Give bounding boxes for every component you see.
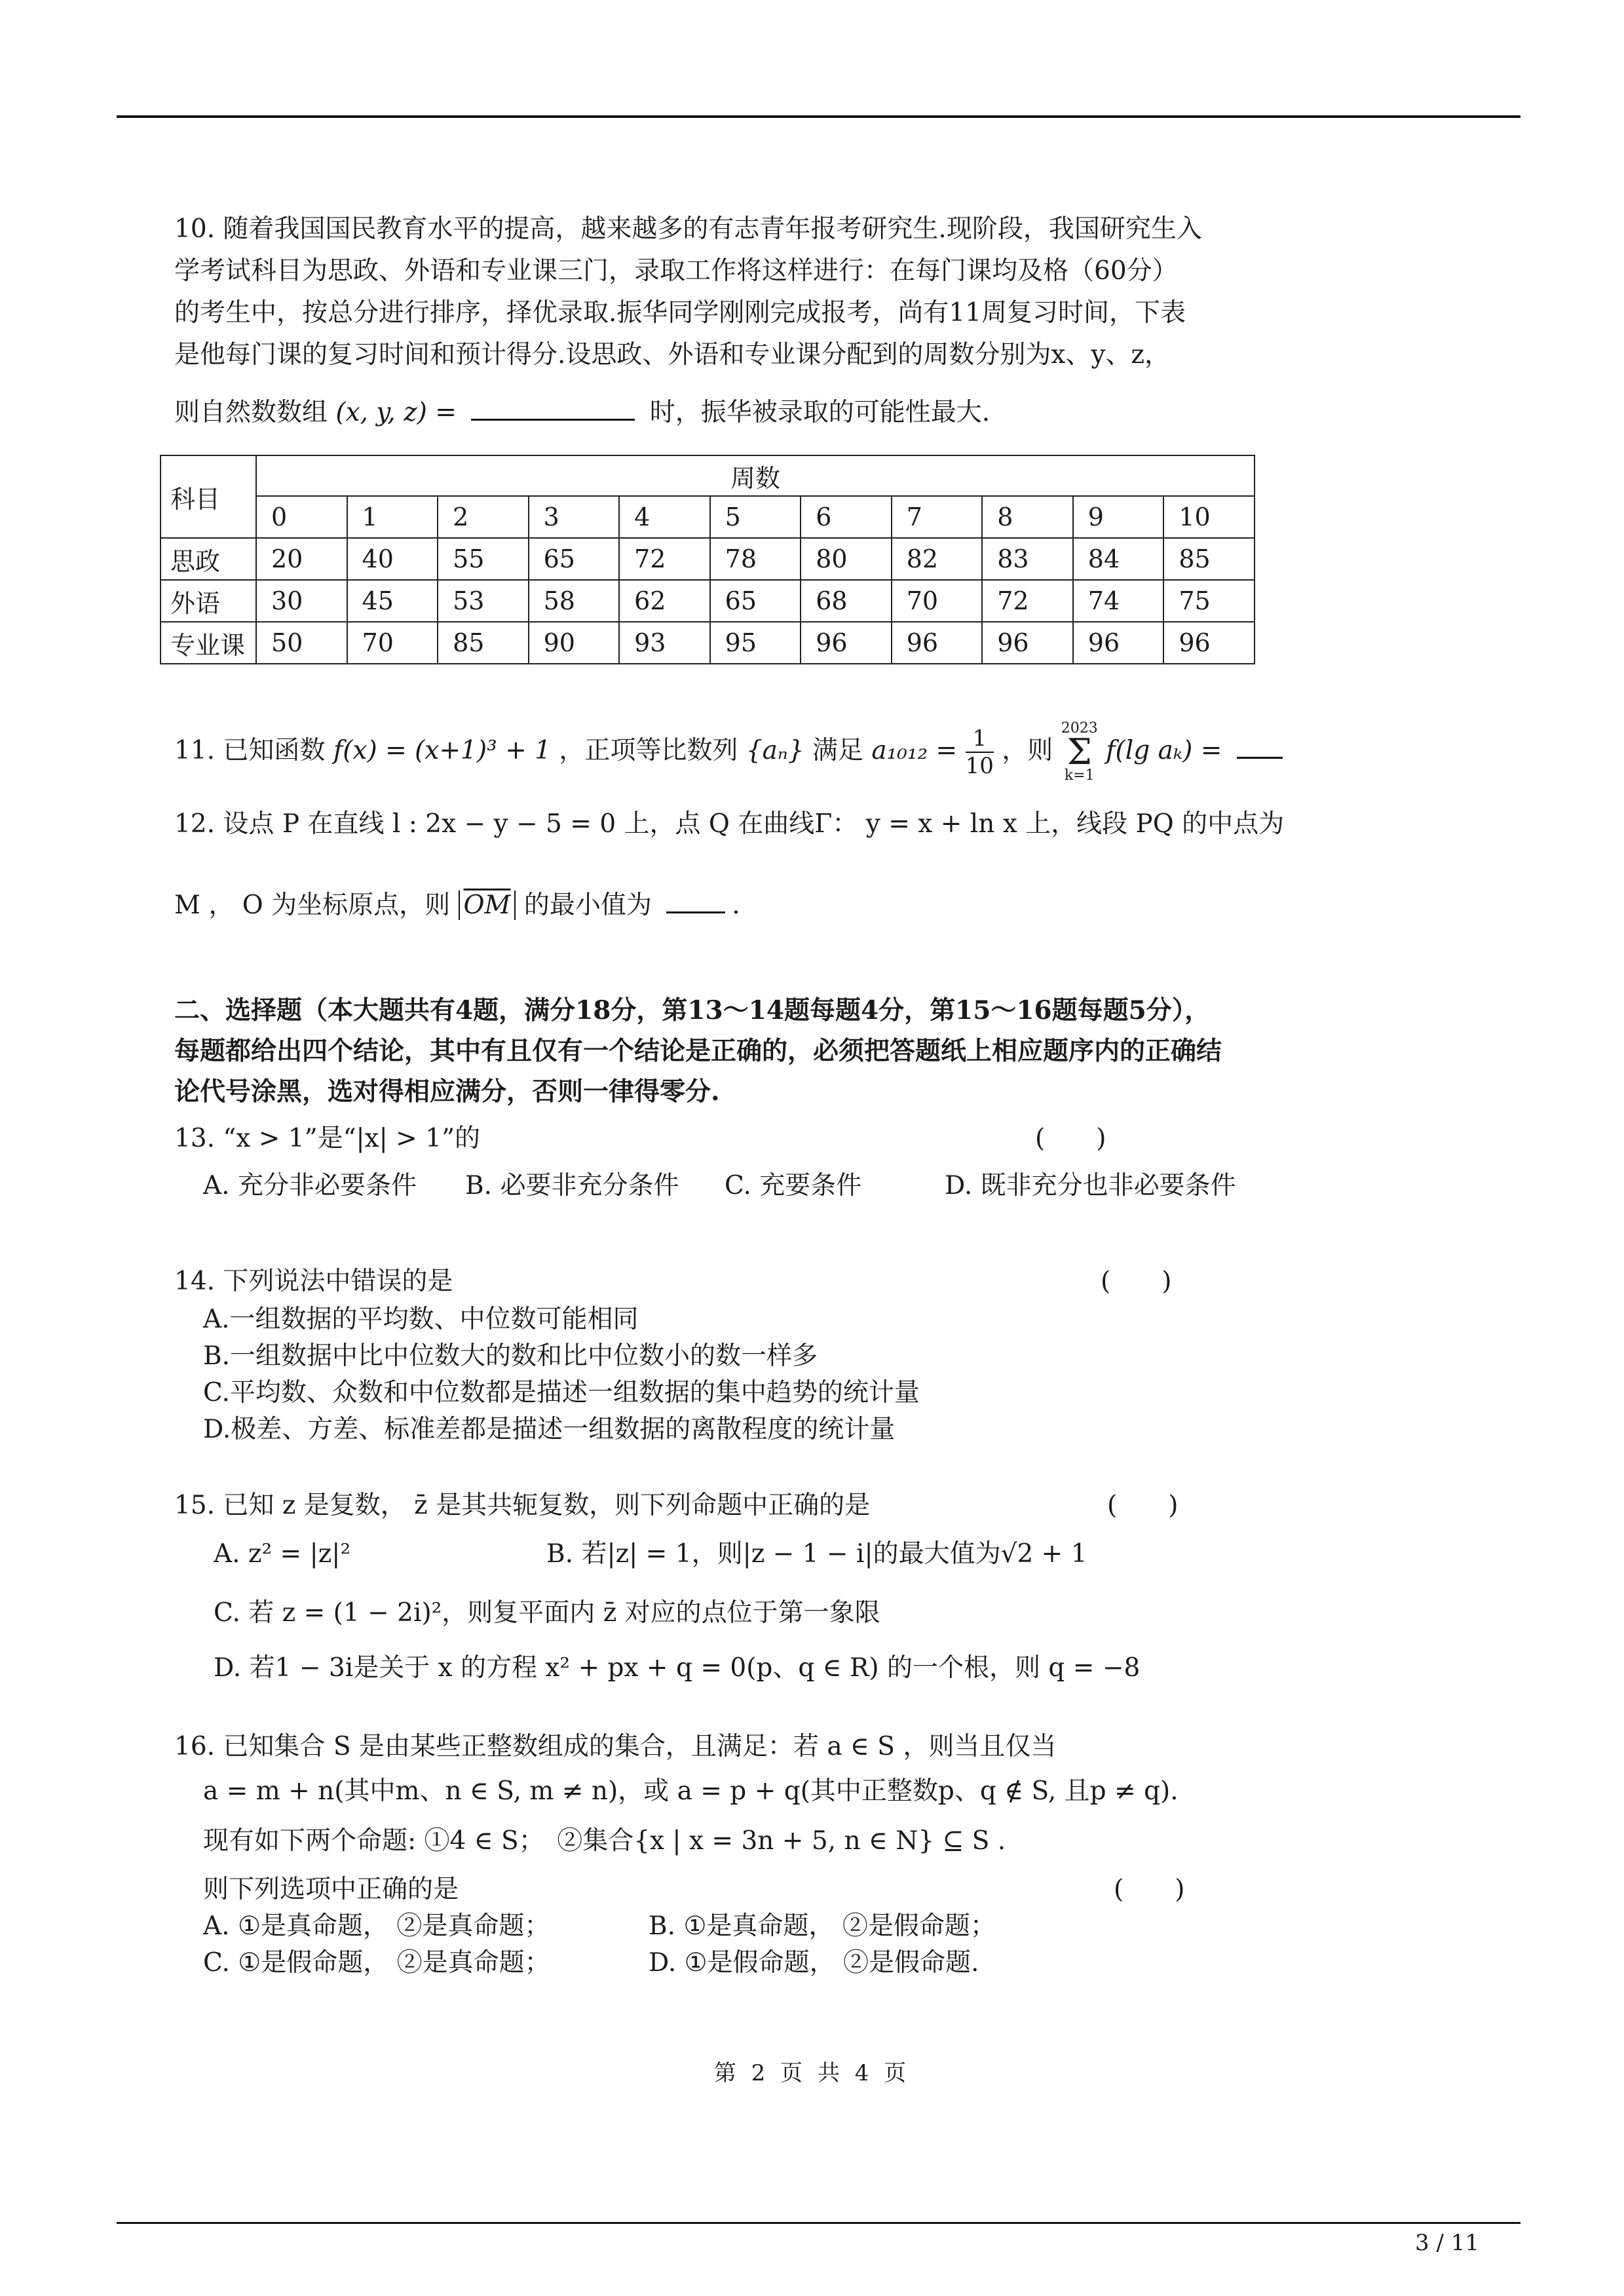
table-row — [161, 622, 1255, 664]
subject-cell: 专业课 — [161, 622, 256, 664]
top-rule — [117, 115, 1520, 118]
week-cell: 7 — [892, 496, 983, 538]
table-row — [161, 538, 1255, 580]
score-cell: 62 — [619, 580, 710, 622]
score-cell: 83 — [982, 538, 1073, 580]
week-cell: 4 — [619, 496, 710, 538]
q16-line-2: a = m + n(其中m、n ∈ S, m ≠ n)，或 a = p + q(其中正整数p、q ∉ S, 且p ≠ q). — [203, 1776, 1179, 1806]
score-cell: 96 — [892, 622, 983, 664]
q11-mid2: 满足 — [812, 736, 863, 765]
week-cell: 1 — [347, 496, 438, 538]
q12-vector: $\overline{OM}$ — [463, 890, 511, 920]
q16-option-b[interactable]: B. ①是真命题， ②是假命题； — [649, 1911, 996, 1941]
q12-answer-blank[interactable] — [666, 892, 725, 913]
q16-line-4: 则下列选项中正确的是 — [203, 1875, 459, 1904]
q12-line-2 — [174, 889, 740, 923]
q12-line-1: 12. 设点 P 在直线 l : 2x − y − 5 = 0 上，点 Q 在曲线Γ： y = x + ln x 上，线段 PQ 的中点为 — [174, 809, 1285, 839]
subject-header: 科目 — [161, 455, 256, 538]
section2-line-1: 二、选择题（本大题共有4题，满分18分，第13～14题每题4分，第15～16题每题5分）， — [174, 995, 1211, 1025]
q16-line-1: 16. 已知集合 S 是由某些正整数组成的集合，且满足：若 a ∈ S ，则当且仅当 — [174, 1732, 1057, 1761]
score-cell: 96 — [1163, 622, 1255, 664]
q16-option-a[interactable]: A. ①是真命题， ②是真命题； — [203, 1911, 550, 1941]
score-cell: 70 — [892, 580, 983, 622]
score-cell: 65 — [529, 538, 620, 580]
bottom-rule — [117, 2222, 1520, 2224]
score-cell: 82 — [892, 538, 983, 580]
q11-sequence: {aₙ} — [746, 736, 804, 765]
score-cell: 75 — [1163, 580, 1255, 622]
sum-upper: 2023 — [1061, 720, 1098, 737]
q10-answer-blank[interactable] — [471, 399, 635, 421]
week-cell: 2 — [438, 496, 529, 538]
q11-mid: ，正项等比数列 — [559, 736, 738, 765]
q12-end: . — [732, 890, 740, 920]
week-cell: 8 — [982, 496, 1073, 538]
q12-suffix: 的最小值为 — [523, 890, 652, 920]
score-cell: 80 — [801, 538, 892, 580]
table-row — [161, 580, 1255, 622]
q11-fraction — [966, 725, 994, 779]
score-cell: 50 — [256, 622, 347, 664]
score-cell: 72 — [619, 538, 710, 580]
score-cell: 53 — [438, 580, 529, 622]
score-cell: 96 — [982, 622, 1073, 664]
q10-line-4: 是他每门课的复习时间和预计得分.设思政、外语和专业课分配到的周数分别为x、y、z， — [174, 340, 1170, 370]
q13-option-c[interactable]: C. 充要条件 — [725, 1171, 862, 1200]
q11-mid3: ，则 — [1002, 736, 1053, 765]
q14-stem: 14. 下列说法中错误的是 — [174, 1267, 453, 1296]
score-cell: 78 — [710, 538, 801, 580]
weeks-row — [161, 496, 1255, 538]
week-cell: 9 — [1073, 496, 1164, 538]
q15-option-b[interactable]: B. 若|z| = 1，则|z − 1 − i|的最大值为√2 + 1 — [546, 1539, 1087, 1569]
q11-function: f(x) = (x+1)³ + 1 — [333, 736, 551, 765]
score-cell: 55 — [438, 538, 529, 580]
section2-line-3: 论代号涂黑，选对得相应满分，否则一律得零分. — [174, 1077, 720, 1107]
q13-option-d[interactable]: D. 既非充分也非必要条件 — [945, 1171, 1236, 1200]
subject-cell: 思政 — [161, 538, 256, 580]
q15-option-d[interactable]: D. 若1 − 3i是关于 x 的方程 x² + px + q = 0(p、q ∈ R) 的一个根，则 q = −8 — [214, 1653, 1141, 1683]
q13-stem: 13. “x > 1”是“|x| > 1”的 — [174, 1124, 481, 1153]
score-cell: 65 — [710, 580, 801, 622]
q13-option-b[interactable]: B. 必要非充分条件 — [465, 1171, 679, 1200]
q10-prefix: 则自然数数组 — [174, 398, 328, 427]
score-cell: 96 — [801, 622, 892, 664]
score-cell: 90 — [529, 622, 620, 664]
weeks-header: 周数 — [256, 455, 1255, 496]
q15-option-a[interactable]: A. z² = |z|² — [214, 1539, 351, 1569]
score-cell: 70 — [347, 622, 438, 664]
score-cell: 40 — [347, 538, 438, 580]
q12-prefix: M ， O 为坐标原点，则 — [174, 890, 451, 920]
sum-lower: k=1 — [1064, 767, 1095, 784]
review-schedule-table — [160, 455, 1255, 664]
q16-answer-paren[interactable]: ( ) — [1114, 1875, 1185, 1904]
subject-cell: 外语 — [161, 580, 256, 622]
q14-option-d[interactable]: D.极差、方差、标准差都是描述一组数据的离散程度的统计量 — [203, 1415, 896, 1444]
q11-answer-blank[interactable] — [1237, 737, 1283, 759]
q14-option-a[interactable]: A.一组数据的平均数、中位数可能相同 — [203, 1305, 639, 1334]
score-cell: 68 — [801, 580, 892, 622]
q10-line-1: 10. 随着我国国民教育水平的提高，越来越多的有志青年报考研究生.现阶段，我国研究生入 — [174, 214, 1202, 244]
score-cell: 96 — [1073, 622, 1164, 664]
q14-option-b[interactable]: B.一组数据中比中位数大的数和比中位数小的数一样多 — [203, 1341, 818, 1371]
q10-line-3: 的考生中，按总分进行排序，择优录取.振华同学刚刚完成报考，尚有11周复习时间，下表 — [174, 298, 1186, 328]
q13-answer-paren[interactable]: ( ) — [1035, 1124, 1106, 1153]
q15-stem: 15. 已知 z 是复数， z̄ 是其共轭复数，则下列命题中正确的是 — [174, 1491, 871, 1520]
score-cell: 85 — [438, 622, 529, 664]
q14-option-c[interactable]: C.平均数、众数和中位数都是描述一组数据的集中趋势的统计量 — [203, 1378, 920, 1407]
week-cell: 10 — [1163, 496, 1255, 538]
section2-line-2: 每题都给出四个结论，其中有且仅有一个结论是正确的，必须把答题纸上相应题序内的正确结 — [174, 1036, 1222, 1066]
q11-sum-body: f(lg aₖ) = — [1106, 736, 1222, 765]
q11-condition: a₁₀₁₂ = — [871, 736, 958, 765]
q11-prefix: 11. 已知函数 — [174, 736, 326, 765]
q10-suffix: 时，振华被录取的可能性最大. — [649, 398, 991, 427]
score-cell: 74 — [1073, 580, 1164, 622]
q14-answer-paren[interactable]: ( ) — [1101, 1267, 1172, 1296]
q10-tuple: (x, y, z) = — [335, 398, 457, 427]
week-cell: 0 — [256, 496, 347, 538]
q11-frac-den: 10 — [965, 753, 994, 779]
page-footer: 第 2 页 共 4 页 — [713, 2060, 911, 2086]
week-cell: 5 — [710, 496, 801, 538]
page-counter: 3 / 11 — [1415, 2230, 1479, 2256]
score-cell: 93 — [619, 622, 710, 664]
q12-vector-magnitude — [459, 890, 516, 920]
summation-symbol: 2023 Σ k=1 — [1061, 720, 1098, 784]
q13-option-a[interactable]: A. 充分非必要条件 — [203, 1171, 417, 1200]
score-cell: 20 — [256, 538, 347, 580]
q16-option-d[interactable]: D. ①是假命题， ②是假命题. — [649, 1948, 979, 1978]
score-cell: 85 — [1163, 538, 1255, 580]
q16-option-c[interactable]: C. ①是假命题， ②是真命题； — [203, 1948, 550, 1978]
score-cell: 30 — [256, 580, 347, 622]
q15-answer-paren[interactable]: ( ) — [1107, 1491, 1179, 1520]
score-cell: 84 — [1073, 538, 1164, 580]
q10-line-5 — [174, 396, 990, 430]
q10-line-2: 学考试科目为思政、外语和专业课三门，录取工作将这样进行：在每门课均及格（60分） — [174, 256, 1178, 286]
q16-line-3: 现有如下两个命题: ①4 ∈ S； ②集合{x | x = 3n + 5, n ∈ N} ⊆ S . — [203, 1826, 1006, 1856]
q15-option-c[interactable]: C. 若 z = (1 − 2i)²，则复平面内 z̄ 对应的点位于第一象限 — [214, 1598, 880, 1628]
week-cell: 3 — [529, 496, 620, 538]
score-cell: 72 — [982, 580, 1073, 622]
q11-line — [174, 721, 1289, 784]
q11-frac-num: 1 — [966, 725, 994, 753]
week-cell: 6 — [801, 496, 892, 538]
score-cell: 95 — [710, 622, 801, 664]
score-cell: 58 — [529, 580, 620, 622]
score-cell: 45 — [347, 580, 438, 622]
